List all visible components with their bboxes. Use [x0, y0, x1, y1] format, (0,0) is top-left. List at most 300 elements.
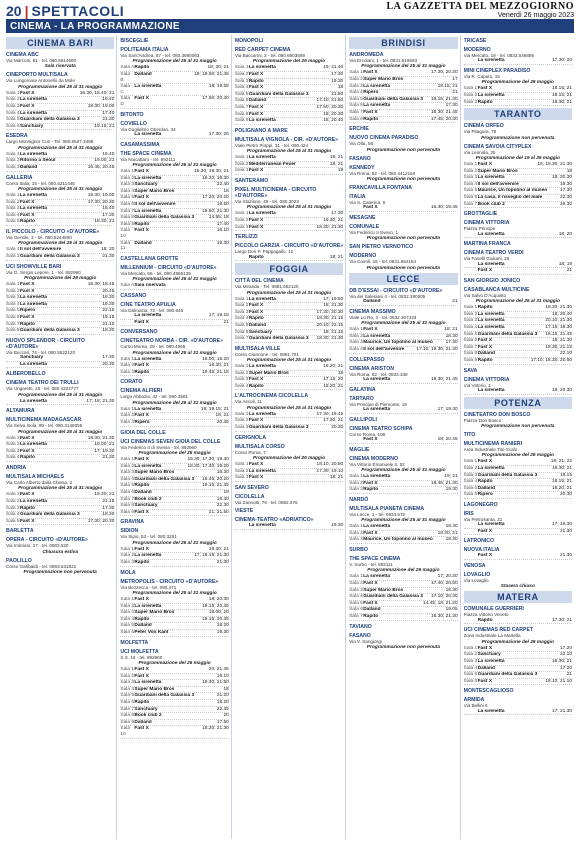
- cinema-block: [6, 52, 114, 69]
- cinema-name: CINEMA TEATRO DEI TRULLI: [6, 380, 79, 387]
- film-title: Fast X: [20, 104, 35, 109]
- screen-label: Sala 3: [234, 377, 249, 383]
- showtimes: 17.50; 20.30: [316, 104, 344, 110]
- showtimes: 19; 21.15: [323, 329, 344, 335]
- screening-row: [235, 72, 343, 79]
- screen-label: Sala 5: [120, 623, 135, 629]
- cinema-address: V. Surbo - tel. 892111: [349, 561, 393, 567]
- screening-row: [120, 65, 228, 72]
- cinema-name: GALLERIA: [6, 174, 33, 181]
- film-title: Super Mario Bros: [134, 188, 175, 194]
- screening-row: [464, 182, 572, 189]
- screen-label: Sala 2: [120, 413, 135, 419]
- screen-label: Sala 6: [6, 314, 20, 320]
- cinema-name: CASSANO: [120, 292, 147, 299]
- screening-row: [6, 499, 114, 506]
- screen-label: Sala 6: [463, 194, 478, 200]
- screening-row: [120, 510, 228, 517]
- programme-dates: Chiusura estiva: [42, 549, 79, 555]
- showtimes: 18.45; 21.30: [430, 480, 458, 486]
- screen-label: Sala 7: [463, 344, 478, 350]
- film-title: La sirenetta: [477, 175, 505, 181]
- film-title: Rapito: [363, 116, 379, 122]
- film-title: Ritorno a Seoul: [20, 158, 56, 164]
- programme-dates: Programmazione del 25 al 31 maggio: [246, 290, 332, 296]
- cinema-block: [349, 244, 457, 250]
- screen-label: Sala 3: [349, 83, 363, 89]
- screening-row: [6, 158, 114, 165]
- cinema-address: Via Mercato, 58 - tel. 080.4965139: [120, 270, 191, 276]
- film-title: Guardiani della Galassia 3: [248, 91, 309, 97]
- cinema-block: [120, 649, 228, 739]
- cinema-name: GIOIA DEL COLLE: [120, 429, 166, 436]
- screen-label: Sala 3: [463, 659, 478, 665]
- cinema-address: Via Gentile, 3 - tel. 080.5244800: [6, 234, 72, 240]
- showtimes: 17.10; 18.30; 20.50: [530, 357, 573, 363]
- screening-row: [120, 241, 228, 253]
- screen-label: Sala 2: [349, 333, 363, 339]
- film-title: Sala riservata: [134, 283, 166, 289]
- screen-label: Sala 4: [463, 324, 478, 330]
- cinema-name: BISCEGLIE: [120, 38, 149, 44]
- cinema-block: [464, 250, 572, 275]
- showtimes: 17; 19.30: [437, 406, 458, 412]
- film-title: Maurice, Un topolino al museo: [363, 340, 433, 346]
- screen-label: Sala 2: [234, 468, 249, 474]
- cinema-name: MOLFETTA: [120, 639, 149, 646]
- screen-label: Sala 2: [234, 161, 249, 167]
- cinema-name: TERLIZZI: [234, 234, 258, 241]
- page-header: [6, 3, 574, 20]
- screen-label: Sala 3: [234, 224, 249, 230]
- film-title: Fast X: [248, 72, 264, 77]
- cinema-name: IL PICCOLO - CIRCUITO «D'AUTORE»: [6, 228, 100, 235]
- showtimes: 18; 20.45: [437, 436, 458, 442]
- screening-row: [6, 302, 114, 309]
- screen-label: Sala 3: [120, 470, 135, 476]
- film-title: Fast X: [477, 162, 493, 167]
- cinema-block: [235, 393, 343, 431]
- film-title: La sirenetta: [20, 110, 47, 116]
- screen-label: Sala 9: [463, 357, 478, 363]
- film-title: Rapito: [20, 219, 35, 225]
- film-title: Fast X: [134, 363, 149, 369]
- screen-label: Sala 4: [463, 181, 478, 187]
- film-title: Fast X: [134, 726, 149, 732]
- screen-label: Sala 1: [6, 192, 20, 198]
- screening-row: [349, 437, 457, 444]
- screening-row: [349, 205, 457, 212]
- showtimes: 16.40: [102, 206, 115, 212]
- screening-row: [464, 345, 572, 352]
- film-title: La sirenetta: [248, 523, 276, 529]
- cinema-address: Via Lovaglio: [463, 578, 489, 584]
- film-title: Fast X: [248, 104, 264, 110]
- cinema-address: Via dei Salesiani 4 - tel. 0832.390505: [349, 293, 426, 299]
- screen-label: Sala 4: [6, 455, 20, 461]
- screen-label: Sala 1: [234, 411, 249, 417]
- film-title: La sirenetta: [477, 231, 505, 237]
- showtimes: 18.30: [445, 333, 458, 339]
- cinema-block: [120, 528, 228, 566]
- screening-row: [235, 155, 343, 162]
- film-title: La sirenetta: [363, 473, 391, 479]
- screening-row: [6, 449, 114, 456]
- cinema-name: BARLETTA: [6, 528, 34, 535]
- screening-row: [235, 523, 343, 530]
- cinema-block: [235, 234, 343, 240]
- film-title: Peter Von Kant: [134, 629, 169, 635]
- cinema-block: [6, 229, 114, 261]
- showtimes: 18.50: [216, 201, 229, 207]
- showtimes: 17.30; 20: [208, 131, 229, 137]
- cinema-name: CINEMA ORFEO: [463, 123, 504, 130]
- film-title: Fast X: [248, 168, 264, 174]
- showtimes: 17.15; 20: [323, 377, 344, 383]
- screen-label: Sala 5: [234, 91, 249, 97]
- cinema-block: [464, 220, 572, 238]
- cinema-block: [235, 243, 343, 261]
- screen-label: Sala 7: [349, 109, 363, 115]
- film-title: La sirenetta: [248, 468, 276, 474]
- programme-dates: Programmazione del 25 al 31 maggio: [18, 429, 103, 435]
- screen-label: Sala 1: [120, 457, 135, 463]
- showtimes: 15.30; 18.30; 21: [194, 168, 229, 174]
- screening-row: [464, 188, 572, 195]
- showtimes: 16.45; 20.45: [87, 164, 115, 170]
- film-title: La sirenetta: [134, 84, 162, 90]
- cinema-name: CINEMA-TEATRO «ADRIATICO»: [234, 517, 314, 524]
- cinema-block: [120, 640, 228, 646]
- showtimes: 18; 20.30: [552, 175, 573, 181]
- screening-row: [120, 553, 228, 560]
- screening-row: [235, 118, 343, 125]
- programme-dates: Programmazione del 25 al 31 maggio: [361, 321, 446, 327]
- screening-row: [464, 672, 572, 679]
- film-title: La sirenetta: [20, 295, 47, 301]
- showtimes: 18.15: [560, 472, 573, 478]
- screening-row: [464, 351, 572, 358]
- film-title: La sirenetta: [477, 93, 505, 98]
- cinema-name: UCI CINEMAS RED CARPET: [463, 627, 534, 634]
- screen-label: Sala 1: [463, 162, 478, 167]
- film-title: Fast X: [134, 319, 149, 325]
- cinema-name: NUOVA ITALIA: [463, 547, 500, 554]
- film-title: Rapito: [134, 483, 150, 489]
- cinema-block: [120, 121, 228, 139]
- cinema-block: [235, 187, 343, 231]
- screen-label: Sala 6: [6, 123, 20, 129]
- cinema-address: Via Ungaretti, 26 - tel. 080.4322777: [6, 386, 79, 392]
- cinema-address: Via Ascoli, 11: [234, 399, 262, 405]
- screening-row: [120, 96, 228, 108]
- showtimes: 21.30: [560, 553, 573, 559]
- film-title: Fast X: [20, 199, 35, 205]
- cinema-block: [6, 72, 114, 130]
- cinema-name: CINEMA MASSIMO: [349, 308, 396, 315]
- screen-label: Sala 3: [120, 182, 135, 188]
- programme-band: CINEMA - LA PROGRAMMAZIONE: [6, 20, 574, 33]
- screen-label: Sala 5: [349, 600, 363, 606]
- film-title: Fast X: [134, 96, 149, 102]
- cinema-block: [349, 194, 457, 212]
- film-title: Dalland: [134, 240, 152, 246]
- showtimes: 18.30; 21: [208, 363, 229, 369]
- programme-dates: Programmazione del 25 al 31 maggio: [18, 84, 103, 90]
- showtimes: 16.20; 19.30: [202, 175, 229, 181]
- screen-label: [6, 399, 20, 405]
- section-title: SPETTACOLI: [31, 3, 125, 19]
- cinema-name: CASAMASSIMA: [120, 141, 160, 148]
- screening-row: [235, 469, 343, 476]
- cinema-name: IRIS: [463, 510, 474, 517]
- cinema-block: [120, 379, 228, 385]
- cinema-name: MONTESCAGLIOSO: [463, 688, 514, 695]
- screening-row: [6, 362, 114, 369]
- cinema-block: [235, 444, 343, 482]
- screen-label: Sala 5: [120, 693, 135, 699]
- film-title: Super Mario Bros: [134, 686, 175, 692]
- film-title: Il sol dell'avvenire: [20, 247, 62, 253]
- showtimes: 18; 19.55; 21.45: [194, 72, 229, 77]
- showtimes: 18.30: [445, 537, 458, 543]
- cinema-name: MESAGNE: [349, 214, 376, 221]
- screening-row: [120, 713, 228, 720]
- showtimes: 17: [452, 77, 458, 82]
- screen-label: Sala A: [120, 65, 135, 71]
- screen-label: Sala 1: [463, 645, 478, 651]
- cinema-block: [349, 52, 457, 123]
- screen-label: [349, 407, 363, 413]
- screening-row: [235, 377, 343, 384]
- screening-row: [120, 464, 228, 471]
- film-title: Super Mario Bros: [134, 470, 175, 476]
- screen-label: Sala 3: [349, 537, 363, 543]
- programme-dates: Programmazione non pervenuta: [366, 236, 441, 242]
- listing-columns: [6, 35, 574, 839]
- cinema-block: [349, 366, 457, 384]
- film-title: Sanctuary: [20, 355, 44, 361]
- screening-row: [120, 617, 228, 624]
- screening-row: [349, 97, 457, 104]
- screen-label: Sala 5: [6, 518, 20, 524]
- cinema-name: THE SPACE CINEMA: [349, 555, 401, 562]
- screening-row: [120, 195, 228, 202]
- film-title: Fast X: [248, 111, 264, 117]
- cinema-name: MOLA: [120, 569, 136, 576]
- film-title: Fast X: [477, 338, 493, 344]
- masthead-name: LA GAZZETTA DEL MEZZOGIORNO: [386, 1, 574, 12]
- screen-label: Sala 7: [234, 336, 249, 342]
- showtimes: 18; 21.30: [323, 303, 344, 309]
- cinema-block: [120, 388, 228, 426]
- screen-label: Sala 1: [349, 327, 363, 333]
- showtimes: 21: [223, 319, 229, 325]
- screening-row: [6, 442, 114, 449]
- screening-row: [6, 355, 114, 362]
- cinema-block: [349, 547, 457, 553]
- screening-row: [464, 388, 572, 395]
- screening-row: [349, 574, 457, 581]
- cinema-block: [464, 627, 572, 685]
- screen-label: Sala 1: [234, 462, 249, 468]
- cinema-block: [349, 156, 457, 162]
- cinema-name: THE SPACE CINEMA: [120, 150, 172, 157]
- screen-label: Sala 6: [463, 338, 478, 344]
- programme-dates: Programmazione del 25 al 31 maggio: [361, 467, 446, 473]
- screen-label: Sala 1: [6, 90, 20, 96]
- film-title: Rapito: [248, 78, 264, 84]
- screening-row: [464, 268, 572, 275]
- cinema-address: Piazza Principe: [463, 226, 496, 232]
- film-title: Dalland: [363, 607, 381, 613]
- showtimes: 19.00; 21: [94, 158, 115, 164]
- cinema-name: SAN PIETRO VERNOTICO: [349, 244, 414, 251]
- screening-row: [6, 492, 114, 499]
- film-title: Rapito: [134, 560, 150, 565]
- cinema-block: [6, 408, 114, 414]
- cinema-name: MINI CINEPLEX PARADISO: [463, 68, 531, 74]
- screen-label: Sala 3: [234, 475, 249, 481]
- showtimes: 18.30: [216, 470, 229, 476]
- film-title: La sirenetta: [248, 118, 276, 124]
- screening-row: [464, 175, 572, 182]
- screen-label: Sala B: [120, 72, 131, 83]
- showtimes: 20.30: [102, 361, 115, 367]
- film-title: Dalland: [248, 322, 267, 328]
- film-title: La sirenetta: [477, 465, 505, 471]
- screening-row: [120, 680, 228, 687]
- screening-row: [120, 470, 228, 477]
- cinema-block: [464, 278, 572, 284]
- film-title: Il sol dell'avvenire: [134, 201, 176, 207]
- screening-row: [6, 200, 114, 207]
- screening-row: [120, 182, 228, 189]
- cinema-address: Via V. Sangiorgi: [349, 638, 382, 644]
- cinema-address: Via R. Caputo, 15: [463, 74, 500, 79]
- screen-label: Sala 1: [349, 524, 363, 530]
- screen-label: Sala 5: [6, 219, 20, 225]
- cinema-name: ALTAMURA: [6, 408, 35, 415]
- film-title: La sirenetta: [477, 659, 505, 665]
- showtimes: 18: [223, 686, 229, 692]
- page-number: 20 |: [6, 3, 29, 19]
- screening-row: [235, 316, 343, 323]
- showtimes: 18: [337, 370, 344, 376]
- screen-label: Sala 6: [463, 678, 478, 684]
- cinema-block: [349, 126, 457, 132]
- film-title: Fast X: [248, 462, 264, 468]
- screening-row: [464, 86, 572, 93]
- showtimes: 16.30; 21.30: [430, 613, 458, 619]
- cinema-address: Corso Roma, 106: [349, 431, 386, 437]
- showtimes: 20.45: [216, 420, 229, 426]
- showtimes: 17; 19.30: [552, 522, 573, 528]
- screen-label: Sala 3: [6, 206, 20, 212]
- film-title: Guardiani della Galassia 3: [134, 215, 195, 221]
- programme-dates: Programmazione del 25 al 31 maggio: [18, 241, 103, 247]
- showtimes: 17.30: [331, 72, 344, 77]
- screening-row: [120, 497, 228, 504]
- screen-label: Sala 7: [234, 104, 249, 110]
- screen-label: Sala 2: [463, 465, 478, 471]
- cinema-block: [120, 570, 228, 576]
- film-title: Ripero: [477, 492, 493, 498]
- cinema-address: Largo Don P. Pappagallo, 12: [234, 249, 294, 255]
- film-title: La sirenetta: [20, 301, 47, 307]
- cinema-block: [6, 474, 114, 525]
- film-title: Fast X: [477, 86, 493, 92]
- cinema-address: Via Dalmazia, 72 - tel. 080.646: [120, 307, 184, 313]
- film-title: La sirenetta: [20, 151, 47, 157]
- screening-row: [235, 336, 343, 343]
- film-title: Rapito: [134, 699, 150, 705]
- cinema-block: [464, 377, 572, 395]
- film-title: Fast X: [248, 309, 264, 315]
- screen-label: Sala 1: [6, 247, 20, 253]
- programme-dates: Programmazione del 26 maggio: [138, 660, 211, 666]
- screen-label: Sala 6: [234, 329, 249, 335]
- cinema-block: [6, 558, 114, 575]
- screen-label: Sala 2: [234, 418, 249, 424]
- screening-row: [120, 700, 228, 707]
- cinema-block: [349, 456, 457, 494]
- screen-label: Sala 7: [463, 201, 478, 207]
- screening-row: [464, 479, 572, 486]
- showtimes: 18.30; 21.30: [316, 224, 344, 230]
- screening-row: [6, 104, 114, 111]
- screen-label: Sala 4: [349, 594, 363, 600]
- screen-label: Sala 2: [6, 97, 20, 103]
- screening-row: [120, 313, 228, 320]
- screen-label: Sala 4: [120, 476, 135, 482]
- screen-label: [235, 255, 249, 261]
- city-header: MATERA: [464, 591, 572, 603]
- showtimes: 21.20: [216, 693, 229, 699]
- screen-label: [464, 58, 478, 64]
- screen-label: Sala 3: [6, 448, 20, 454]
- showtimes: 20.30: [331, 425, 344, 431]
- cinema-block: [235, 517, 343, 530]
- screening-row: [464, 325, 572, 332]
- cinema-name: SAN SEVERO: [234, 484, 269, 491]
- screen-label: Sala 7: [6, 321, 20, 327]
- cinema-name: MULTISALA VIGNOLA - CIR. «D'AUTORE»: [234, 136, 339, 143]
- cinema-address: Area Industriale Tito Scalo: [463, 446, 518, 452]
- cinema-block: [235, 346, 343, 391]
- city-header: CINEMA BARI: [6, 37, 114, 49]
- showtimes: 20.30: [560, 492, 573, 498]
- film-title: La casa, Il risveglio del male: [477, 194, 543, 200]
- cinema-name: ALBEROBELLO: [6, 371, 46, 378]
- film-title: Guardiani della Galassia 3: [20, 253, 80, 259]
- cinema-name: UCI MOLFETTA: [120, 648, 159, 655]
- screening-row: [349, 474, 457, 481]
- cinema-block: [464, 47, 572, 65]
- film-title: Fast X: [20, 281, 35, 287]
- film-title: Rapito: [248, 316, 264, 322]
- film-title: La sirenetta: [477, 387, 505, 393]
- masthead: [386, 1, 574, 19]
- cinema-block: [349, 387, 457, 393]
- cinema-name: COVIELLO: [120, 120, 147, 127]
- screening-row: [120, 503, 228, 510]
- cinema-block: [349, 185, 457, 191]
- screening-row: [235, 211, 343, 218]
- screen-label: Sala 3: [463, 175, 478, 181]
- cinema-block: [120, 142, 228, 148]
- programme-dates: Programmazione del 26 maggio: [481, 453, 554, 459]
